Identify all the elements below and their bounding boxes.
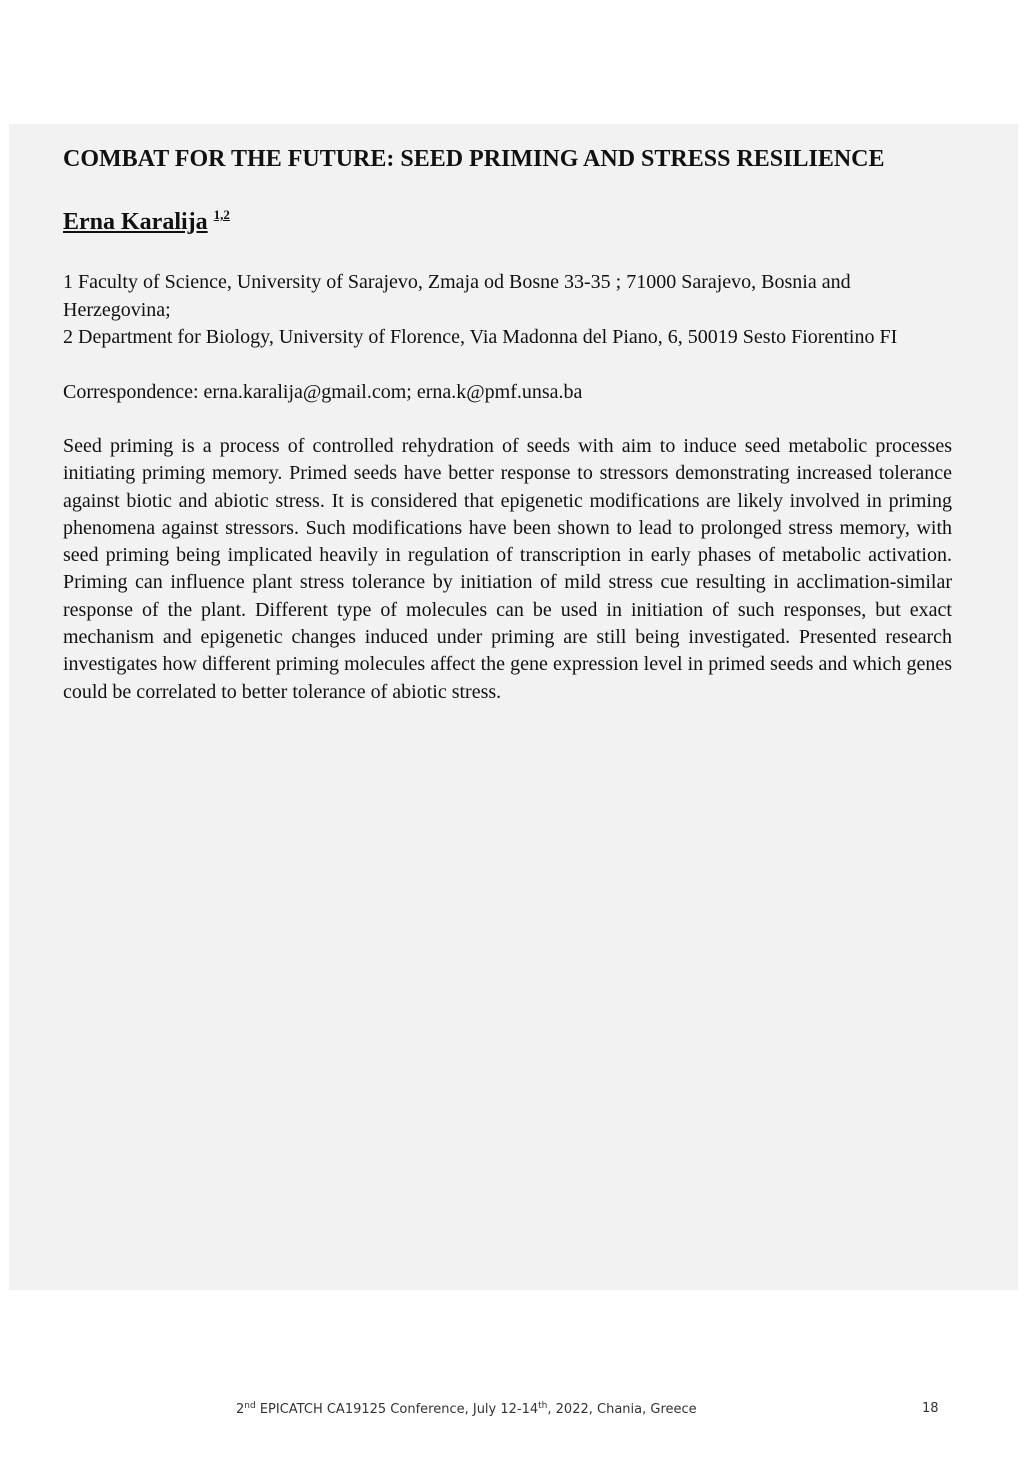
abstract-content xyxy=(63,143,952,706)
affiliation-2: 2 Department for Biology, University of Florence, Via Madonna del Piano, 6, 50019 Sesto Fiorentino FI xyxy=(63,326,898,348)
affiliations xyxy=(63,269,952,352)
footer-conference xyxy=(236,1401,697,1417)
author-line xyxy=(63,199,952,238)
footer-date-suffix: th xyxy=(538,1401,548,1411)
footer-ordinal-suffix: nd xyxy=(244,1401,256,1411)
footer-ordinal-number: 2 xyxy=(236,1402,245,1417)
page-number: 18 xyxy=(922,1401,939,1416)
affiliation-1: 1 Faculty of Science, University of Sarajevo, Zmaja od Bosne 33-35 ; 71000 Sarajevo, Bosnia and Herzegovina; xyxy=(63,271,851,321)
author-affiliation-marks: 1,2 xyxy=(213,207,230,222)
footer-location: , 2022, Chania, Greece xyxy=(547,1402,697,1417)
page-footer xyxy=(0,1401,1024,1421)
author-name: Erna Karalija xyxy=(63,209,208,235)
abstract-title: COMBAT FOR THE FUTURE: SEED PRIMING AND STRESS RESILIENCE xyxy=(63,146,885,172)
abstract-body: Seed priming is a process of controlled rehydration of seeds with aim to induce seed metabolic processes initiating priming memory. Primed seeds have better response to stressors demonstrating increased tolerance against biotic and abiotic stress. It is considered that epigenetic modifications are likely involved in priming phenomena against stressors. Such modifications have been shown to lead to prolonged stress memory, with seed priming being implicated heavily in regulation of transcription in early phases of metabolic activation. Priming can influence plant stress tolerance by initiation of mild stress cue resulting in acclimation-similar response of the plant. Different type of molecules can be used in initiation of such responses, but exact mechanism and epigenetic changes induced under priming are still being investigated. Presented research investigates how different priming molecules affect the gene expression level in primed seeds and which genes could be correlated to better tolerance of abiotic stress. xyxy=(63,435,952,703)
correspondence: Correspondence: erna.karalija@gmail.com; erna.k@pmf.unsa.ba xyxy=(63,380,583,403)
footer-conference-text: EPICATCH CA19125 Conference, July 12-14 xyxy=(255,1402,539,1417)
